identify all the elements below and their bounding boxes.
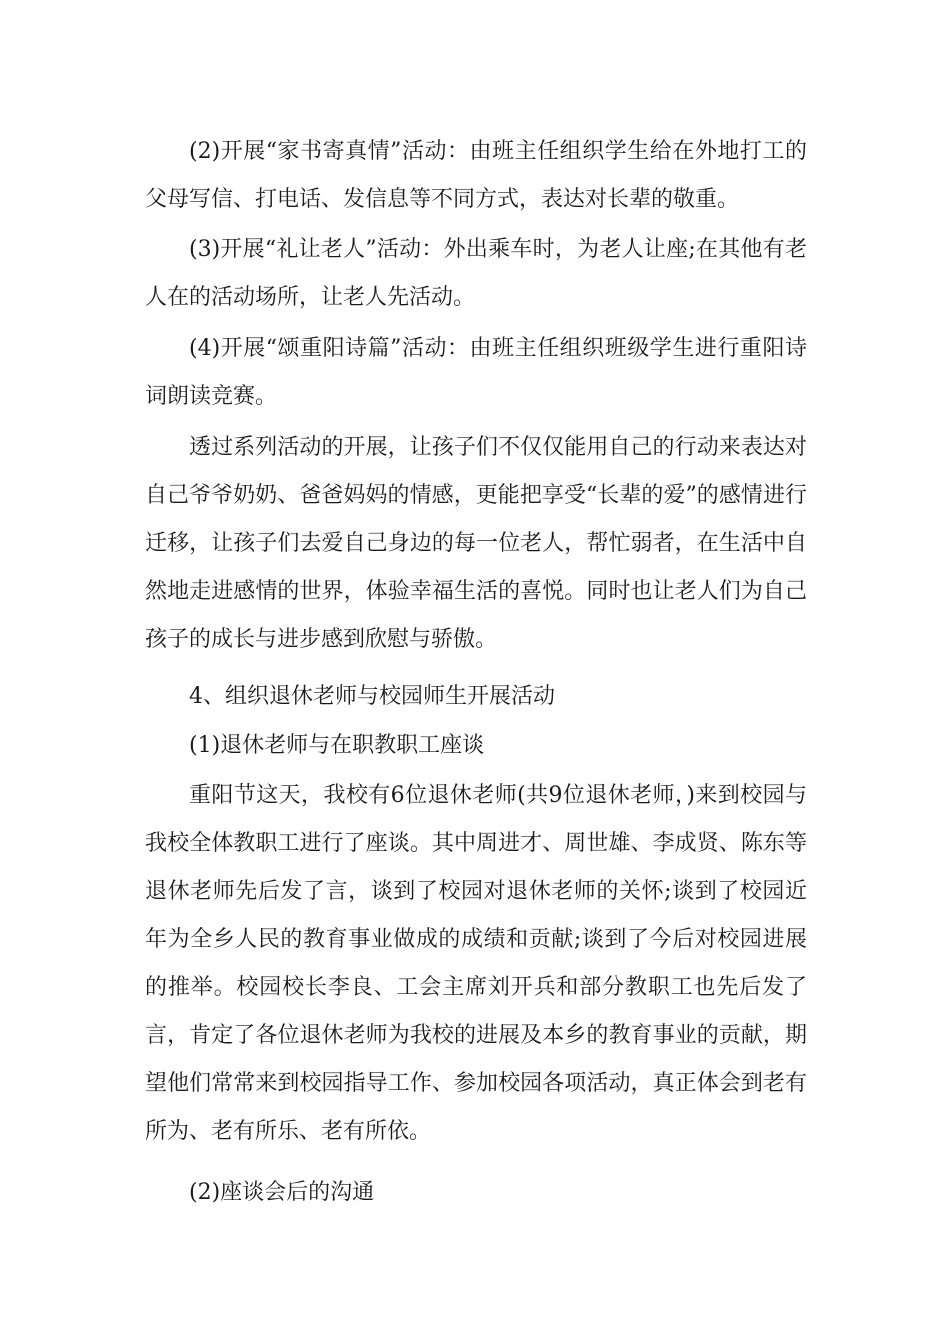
paragraph-respect-elders: (3)开展“礼让老人”活动：外出乘车时，为老人让座;在其他有老人在的活动场所，让老人先活动。 [145,237,807,310]
subheading-post-meeting: (2)座谈会后的沟通 [189,1180,375,1205]
paragraph-symposium-details: 重阳节这天，我校有6位退休老师(共9位退休老师，)来到校园与我校全体教职工进行了座谈。其中周进才、周世雄、李成贤、陈东等退休老师先后发了言，谈到了校园对退休老师的关怀;谈到了校园近年为全乡人民的教育事业做成的成绩和贡献;谈到了今后对校园进展的推举。校园校长李良、工会主席刘开兵和部分教职工也先后发了言，肯定了各位退休老师为我校的进展及本乡的教育事业的贡献，期望他们常常来到校园指导工作、参加校园各项活动，真正体会到老有所为、老有所乐、老有所依。 [145,783,807,1144]
paragraph-poetry-recital: (4)开展“颂重阳诗篇”活动：由班主任组织班级学生进行重阳诗词朗读竞赛。 [145,336,807,409]
section-heading-retired-teachers: 4、组织退休老师与校园师生开展活动 [189,684,555,709]
paragraph-family-letters: (2)开展“家书寄真情”活动：由班主任组织学生给在外地打工的父母写信、打电话、发信息等不同方式，表达对长辈的敬重。 [145,139,807,212]
paragraph-activity-summary: 透过系列活动的开展，让孩子们不仅仅能用自己的行动来表达对自己爷爷奶奶、爸爸妈妈的情感，更能把享受“长辈的爱”的感情进行迁移，让孩子们去爱自己身边的每一位老人，帮忙弱者，在生活中自然地走进感情的世界，体验幸福生活的喜悦。同时也让老人们为自己孩子的成长与进步感到欣慰与骄傲。 [145,435,807,652]
subheading-symposium: (1)退休老师与在职教职工座谈 [189,733,485,758]
